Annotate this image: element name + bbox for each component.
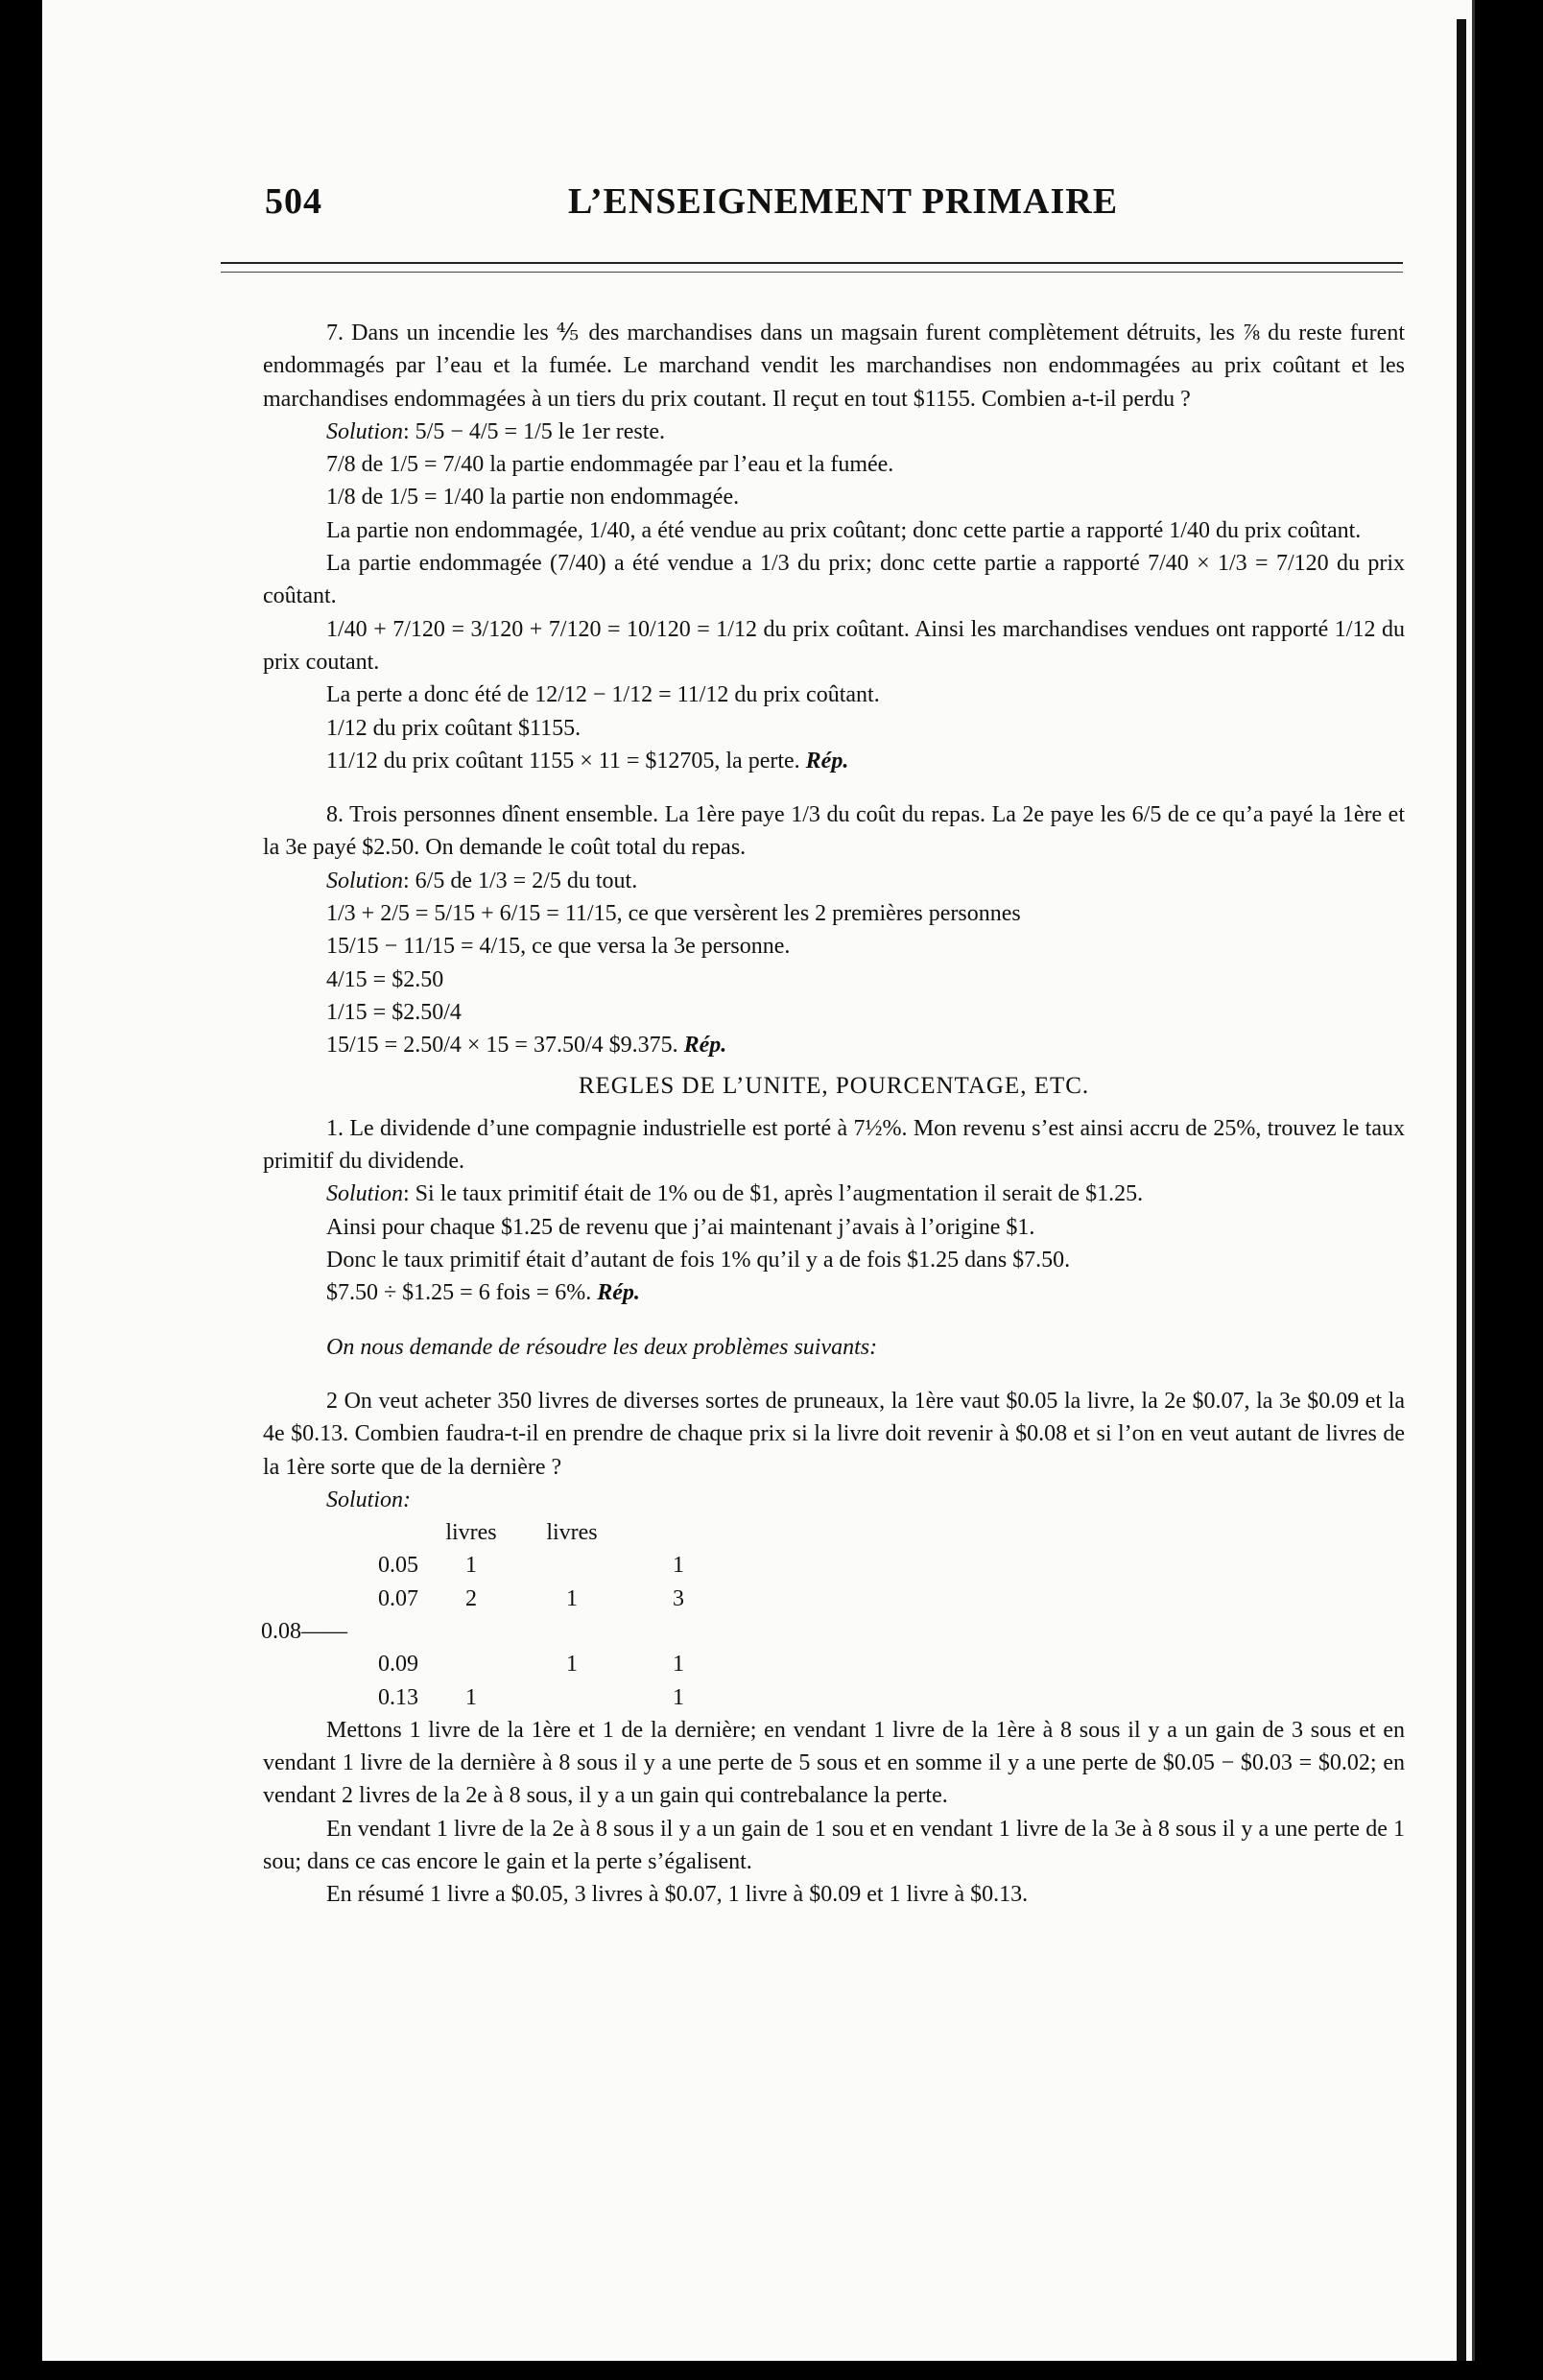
- table-row: [311, 1583, 731, 1615]
- problem-1-statement: 1. Le dividende d’une compagnie industrielle est porté à 7½%. Mon revenu s’est ainsi accru de 25%, trouvez le taux primitif du dividende.: [263, 1115, 1405, 1175]
- table-row: [311, 1615, 731, 1648]
- answer-label: Rép.: [683, 1033, 727, 1059]
- table-header-cell: livres: [445, 1520, 497, 1546]
- table-cell: 0.13: [378, 1684, 418, 1710]
- table-cell: 1: [465, 1684, 477, 1710]
- problem-8-line: 1/15 = $2.50/4: [326, 999, 462, 1025]
- problem-7-line: 1/40 + 7/120 = 3/120 + 7/120 = 10/120 = 1/12 du prix coûtant. Ainsi les marchandises vendues ont rapporté 1/12 du prix coutant.: [263, 616, 1405, 675]
- table-row: [311, 1549, 731, 1582]
- problem-7-line: La partie non endommagée, 1/40, a été vendue au prix coûtant; donc cette partie a rapporté 1/40 du prix coûtant.: [326, 517, 1362, 543]
- problem-2-paragraph: Mettons 1 livre de la 1ère et 1 de la dernière; en vendant 1 livre de la 1ère à 8 sous il y a un gain de 3 sous et en vendant 1 livre de la dernière à 8 sous il y a une perte de 5 sous et en somme il y a une perte de $0.05 − $0.03 = $0.02; en vendant 2 livres de la 2e à 8 sous, il y a un gain qui contrebalance la perte.: [263, 1717, 1405, 1809]
- problem-7-line: La perte a donc été de 12/12 − 1/12 = 11/12 du prix coûtant.: [326, 682, 880, 708]
- problem-7-line: 1/12 du prix coûtant $1155.: [326, 715, 582, 741]
- answer-label: Rép.: [597, 1280, 640, 1306]
- problem-8-line: 4/15 = $2.50: [326, 966, 444, 992]
- solution-label: Solution: [326, 1181, 404, 1207]
- problem-2-paragraph: En résumé 1 livre a $0.05, 3 livres à $0.07, 1 livre à $0.09 et 1 livre à $0.13.: [326, 1882, 1029, 1908]
- italic-note: On nous demande de résoudre les deux problèmes suivants:: [326, 1334, 878, 1360]
- table-row: [311, 1681, 731, 1714]
- line-text: 11/12 du prix coûtant 1155 × 11 = $12705, la perte.: [326, 748, 800, 774]
- table-header-cell: livres: [546, 1520, 598, 1546]
- problem-8-line: [263, 1029, 1405, 1061]
- table-cell: 1: [673, 1553, 684, 1579]
- header-rule-thin: [221, 272, 1403, 273]
- problem-8-solution-line: [263, 865, 1405, 897]
- solution-label: Solution:: [326, 1487, 411, 1512]
- table-cell: [424, 1615, 518, 1648]
- problem-1-line: [263, 1276, 1405, 1309]
- solution-text: : 6/5 de 1/3 = 2/5 du tout.: [403, 868, 638, 893]
- table-cell: 1: [673, 1652, 684, 1678]
- problem-8-line: 15/15 − 11/15 = 4/15, ce que versa la 3e personne.: [326, 934, 791, 960]
- table-row: [311, 1648, 731, 1680]
- problem-7-line: [263, 745, 1405, 777]
- book-page: [42, 0, 1475, 2361]
- table-cell: [518, 1549, 626, 1582]
- table-header-cell: [626, 1516, 731, 1549]
- running-title: L’ENSEIGNEMENT PRIMAIRE: [568, 181, 1119, 222]
- table-cell: 0.05: [378, 1553, 418, 1579]
- table-header-row: [311, 1516, 731, 1549]
- table-cell: 0.07: [378, 1585, 418, 1611]
- table-cell: [518, 1681, 626, 1714]
- problem-7-line: 7/8 de 1/5 = 7/40 la partie endommagée par l’eau et la fumée.: [326, 452, 894, 478]
- answer-label: Rép.: [805, 748, 849, 774]
- problem-7-line: La partie endommagée (7/40) a été vendue a 1/3 du prix; donc cette partie a rapporté 7/40 × 1/3 = 7/120 du prix coûtant.: [263, 551, 1405, 609]
- table-cell: 0.09: [378, 1652, 418, 1678]
- problem-1-line: Ainsi pour chaque $1.25 de revenu que j’ai maintenant j’avais à l’origine $1.: [326, 1214, 1035, 1240]
- solution-text: : 5/5 − 4/5 = 1/5 le 1er reste.: [403, 418, 666, 444]
- table-cell: 2: [465, 1585, 477, 1611]
- table-cell: 0.08——: [261, 1618, 347, 1644]
- header-rule: [221, 262, 1403, 264]
- solution-text: : Si le taux primitif était de 1% ou de $1, après l’augmentation il serait de $1.25.: [403, 1181, 1144, 1207]
- table-cell: 1: [566, 1652, 578, 1678]
- solution-label: Solution: [326, 418, 404, 444]
- table-cell: 1: [465, 1553, 477, 1579]
- table-cell: 1: [566, 1585, 578, 1611]
- problem-8-statement: 8. Trois personnes dînent ensemble. La 1ère paye 1/3 du coût du repas. La 2e paye les 6/5 de ce qu’a payé la 1ère et la 3e payé $2.50. On demande le coût total du repas.: [263, 802, 1405, 861]
- table-cell: [518, 1615, 626, 1648]
- table-cell: [424, 1648, 518, 1680]
- problem-1-solution-line: [263, 1178, 1405, 1210]
- solution-table: [261, 1516, 731, 1714]
- page-body: [263, 317, 1405, 1912]
- problem-2-paragraph: En vendant 1 livre de la 2e à 8 sous il y a un gain de 1 sou et en vendant 1 livre de la 3e à 8 sous il y a une perte de 1 sou; dans ce cas encore le gain et la perte s’égalisent.: [263, 1816, 1405, 1875]
- page-number: 504: [265, 181, 322, 222]
- problem-7-line: 1/8 de 1/5 = 1/40 la partie non endommagée.: [326, 485, 740, 511]
- table-cell: 1: [673, 1684, 684, 1710]
- page-edge-shadow: [1457, 19, 1466, 2361]
- problem-1-line: Donc le taux primitif était d’autant de fois 1% qu’il y a de fois $1.25 dans $7.50.: [326, 1248, 1071, 1273]
- problem-7-solution-line: [263, 416, 1405, 448]
- solution-label: Solution: [326, 868, 404, 893]
- line-text: 15/15 = 2.50/4 × 15 = 37.50/4 $9.375.: [326, 1033, 678, 1059]
- page-header: [221, 180, 1468, 238]
- table-cell: 3: [673, 1585, 684, 1611]
- line-text: $7.50 ÷ $1.25 = 6 fois = 6%.: [326, 1280, 592, 1306]
- section-heading: REGLES DE L’UNITE, POURCENTAGE, ETC.: [578, 1072, 1090, 1099]
- table-cell: [626, 1615, 731, 1648]
- table-header-cell: [311, 1516, 424, 1549]
- problem-2-statement: 2 On veut acheter 350 livres de diverses sortes de pruneaux, la 1ère vaut $0.05 la livre, la 2e $0.07, la 3e $0.09 et la 4e $0.13. Combien faudra-t-il en prendre de chaque prix si la livre doit revenir à $0.08 et si l’on en veut autant de livres de la 1ère sorte que de la dernière ?: [263, 1388, 1405, 1480]
- problem-7-statement: 7. Dans un incendie les ⅘ des marchandises dans un magsain furent complètement détruits, les ⅞ du reste furent endommagés par l’eau et la fumée. Le marchand vendit les marchandises non endommagées au prix coûtant et les marchandises endommagées à un tiers du prix coutant. Il reçut en tout $1155. Combien a-t-il perdu ?: [263, 321, 1405, 412]
- problem-8-line: 1/3 + 2/5 = 5/15 + 6/15 = 11/15, ce que versèrent les 2 premières personnes: [326, 901, 1021, 927]
